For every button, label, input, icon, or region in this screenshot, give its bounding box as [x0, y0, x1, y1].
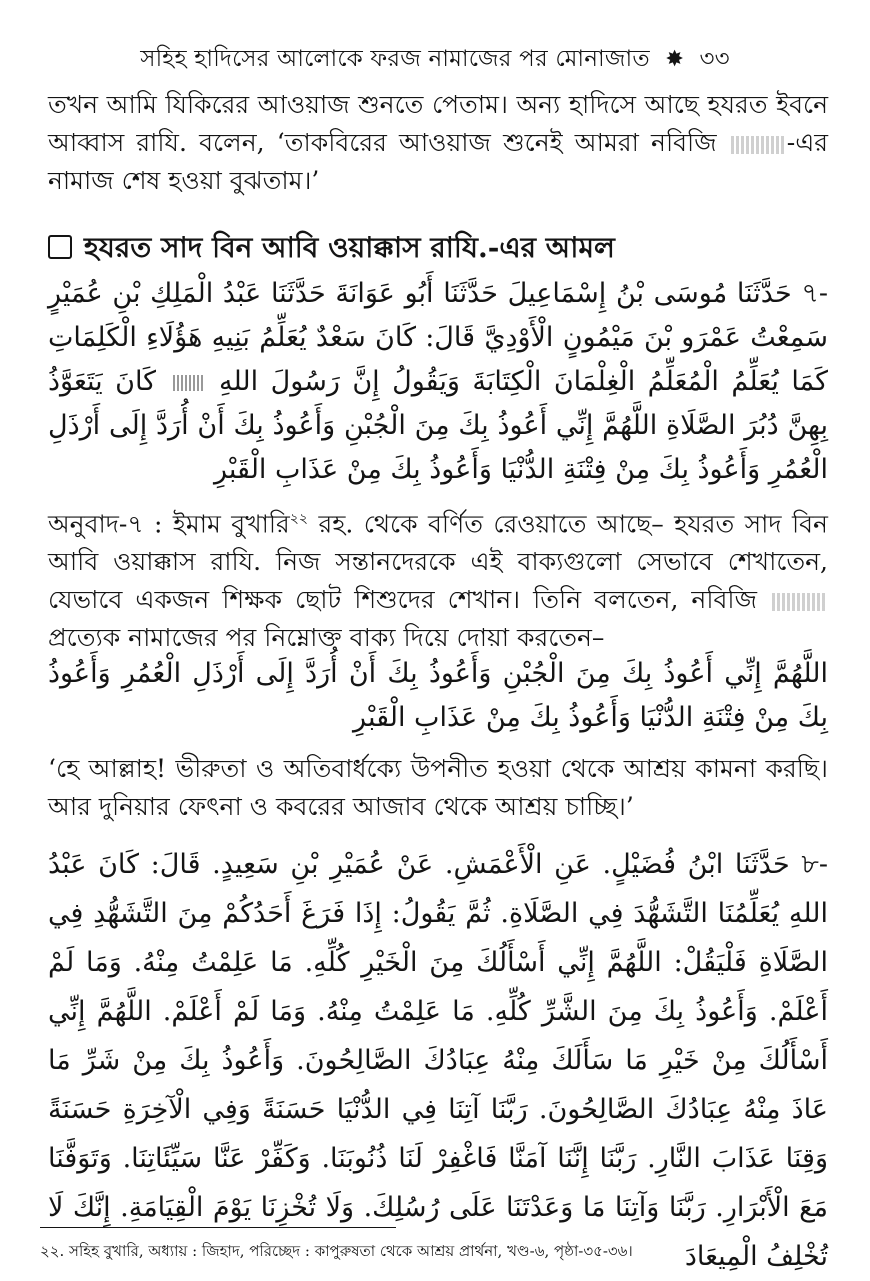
salawat-symbol-icon	[731, 136, 785, 154]
salawat-arabic-icon	[173, 375, 203, 391]
translation-7-text-end: প্রত্যেক নামাজের পর নিম্নোক্ত বাক্য দিয়ে দোয়া করতেন–	[48, 623, 605, 653]
page-number: ৩৩	[699, 46, 730, 72]
section-heading-text: হযরত সাদ বিন আবি ওয়াক্কাস রাযি.-এর আমল	[84, 231, 615, 264]
running-header	[0, 40, 870, 79]
paragraph-1	[48, 86, 828, 200]
dua-7-translation: ‘হে আল্লাহ! ভীরুতা ও অতিবার্ধক্যে উপনীত হওয়া থেকে আশ্রয় কামনা করছি। আর দুনিয়ার ফেৎনা ও কবরের আজাব থেকে আশ্রয় চাচ্ছি।’	[48, 754, 828, 821]
translation-7	[48, 500, 828, 657]
paragraph-1-text: তখন আমি যিকিরের আওয়াজ শুনতে পেতাম। অন্য হাদিসে আছে হযরত ইবনে আব্বাস রাযি. বলেন, ‘তাকবিরের আওয়াজ শুনেই আমরা নবিজি	[48, 90, 828, 157]
footnote-divider	[40, 1227, 396, 1228]
translation-7-text: রহ. থেকে বর্ণিত রেওয়াতে আছে– হযরত সাদ বিন আবি ওয়াক্কাস রাযি. নিজ সন্তানদেরকে এই বাক্যগুলো সেভাবে শেখাতেন, যেভাবে একজন শিক্ষক ছোট শিশুদের শেখান। তিনি বলতেন, নবিজি	[48, 509, 828, 615]
hadith-7-arabic-text: حَدَّثَنَا مُوسَى بْنُ إِسْمَاعِيلَ حَدَّثَنَا أَبُو عَوَانَةَ حَدَّثَنَا عَبْدُ الْمَلِكِ بْنِ عُمَيْرٍ سَمِعْتُ عَمْرَو بْنَ مَيْمُونٍ الْأَوْدِيَّ قَالَ: كَانَ سَعْدٌ يُعَلِّمُ بَنِيهِ هَؤُلَاءِ الْكَلِمَاتِ كَمَا يُعَلِّمُ الْمُعَلِّمُ الْغِلْمَانَ الْكِتَابَةَ وَيَقُولُ إِنَّ رَسُولَ اللهِ	[48, 278, 829, 397]
paragraph-1-text-end: -এর নামাজ শেষ হওয়া বুঝতাম।’	[48, 128, 828, 195]
hadith-8-number: ৮-	[801, 849, 828, 880]
hadith-7-number: ৭-	[801, 278, 828, 309]
hadith-7-arabic-text-end: كَانَ يَتَعَوَّذُ بِهِنَّ دُبُرَ الصَّلَاةِ اللَّهُمَّ إِنِّي أَعُوذُ بِكَ مِنَ الْجُبْنِ وَأَعُوذُ بِكَ أَنْ أُرَدَّ إِلَى أَرْذَلِ الْعُمُرِ وَأَعُوذُ بِكَ مِنْ فِتْنَةِ الدُّنْيَا وَأَعُوذُ بِكَ مِنْ عَذَابِ الْقَبْرِ	[48, 366, 828, 485]
hadith-8-arabic	[48, 840, 828, 1281]
section-heading	[48, 228, 828, 268]
checkbox-square-icon	[48, 235, 72, 259]
salawat-symbol-icon	[772, 593, 826, 611]
footnote-ref[interactable]: ২২	[289, 511, 309, 527]
dua-7-arabic: اللَّهُمَّ إِنِّي أَعُوذُ بِكَ مِنَ الْجُبْنِ وَأَعُوذُ بِكَ أَنْ أُرَدَّ إِلَى أَرْذَلِ الْعُمُرِ وَأَعُوذُ بِكَ مِنْ فِتْنَةِ الدُّنْيَا وَأَعُوذُ بِكَ مِنْ عَذَابِ الْقَبْرِ	[48, 658, 828, 733]
footnote: ২২. সহিহ বুখারি, অধ্যায় : জিহাদ, পরিচ্ছেদ : কাপুরুষতা থেকে আশ্রয় প্রার্থনা, খণ্ড-৬, পৃষ্ঠা-৩৫-৩৬।	[40, 1242, 633, 1260]
hadith-8-arabic-text: حَدَّثَنَا ابْنُ فُضَيْلٍ. عَنِ الْأَعْمَشِ. عَنْ عُمَيْرِ بْنِ سَعِيدٍ. قَالَ: كَانَ عَبْدُ اللهِ يُعَلِّمُنَا التَّشَهُّدَ فِي الصَّلَاةِ. ثُمَّ يَقُولُ: إِذَا فَرَغَ أَحَدُكُمْ مِنَ التَّشَهُّدِ فِي الصَّلَاةِ فَلْيَقُلْ: اللَّهُمَّ إِنِّي أَسْأَلُكَ مِنَ الْخَيْرِ كُلِّهِ. مَا عَلِمْتُ مِنْهُ. وَمَا لَمْ أَعْلَمْ. وَأَعُوذُ بِكَ مِنَ الشَّرِّ كُلِّهِ. مَا عَلِمْتُ مِنْهُ. وَمَا لَمْ أَعْلَمْ. اللَّهُمَّ إِنِّي أَسْأَلُكَ مِنْ خَيْرِ مَا سَأَلَكَ مِنْهُ عِبَادُكَ الصَّالِحُونَ. وَأَعُوذُ بِكَ مِنْ شَرِّ مَا عَاذَ مِنْهُ عِبَادُكَ الصَّالِحُونَ. رَبَّنَا آتِنَا فِي الدُّنْيَا حَسَنَةً وَفِي الْآخِرَةِ حَسَنَةً وَقِنَا عَذَابَ النَّارِ. رَبَّنَا إِنَّنَا آمَنَّا فَاغْفِرْ لَنَا ذُنُوبَنَا. وَكَفِّرْ عَنَّا سَيِّئَاتِنَا. وَتَوَفَّنَا مَعَ الْأَبْرَارِ. رَبَّنَا وَآتِنَا مَا وَعَدْتَنَا عَلَى رُسُلِكَ. وَلَا تُخْزِنَا يَوْمَ الْقِيَامَةِ. إِنَّكَ لَا تُخْلِفُ الْمِيعَادَ	[48, 849, 828, 1272]
header-title: সহিহ হাদিসের আলোকে ফরজ নামাজের পর মোনাজাত	[140, 46, 650, 72]
translation-7-label: অনুবাদ-৭ : ইমাম বুখারি	[48, 509, 290, 539]
hadith-7-arabic	[48, 272, 828, 492]
ornament-star-icon: ✸	[665, 47, 684, 72]
